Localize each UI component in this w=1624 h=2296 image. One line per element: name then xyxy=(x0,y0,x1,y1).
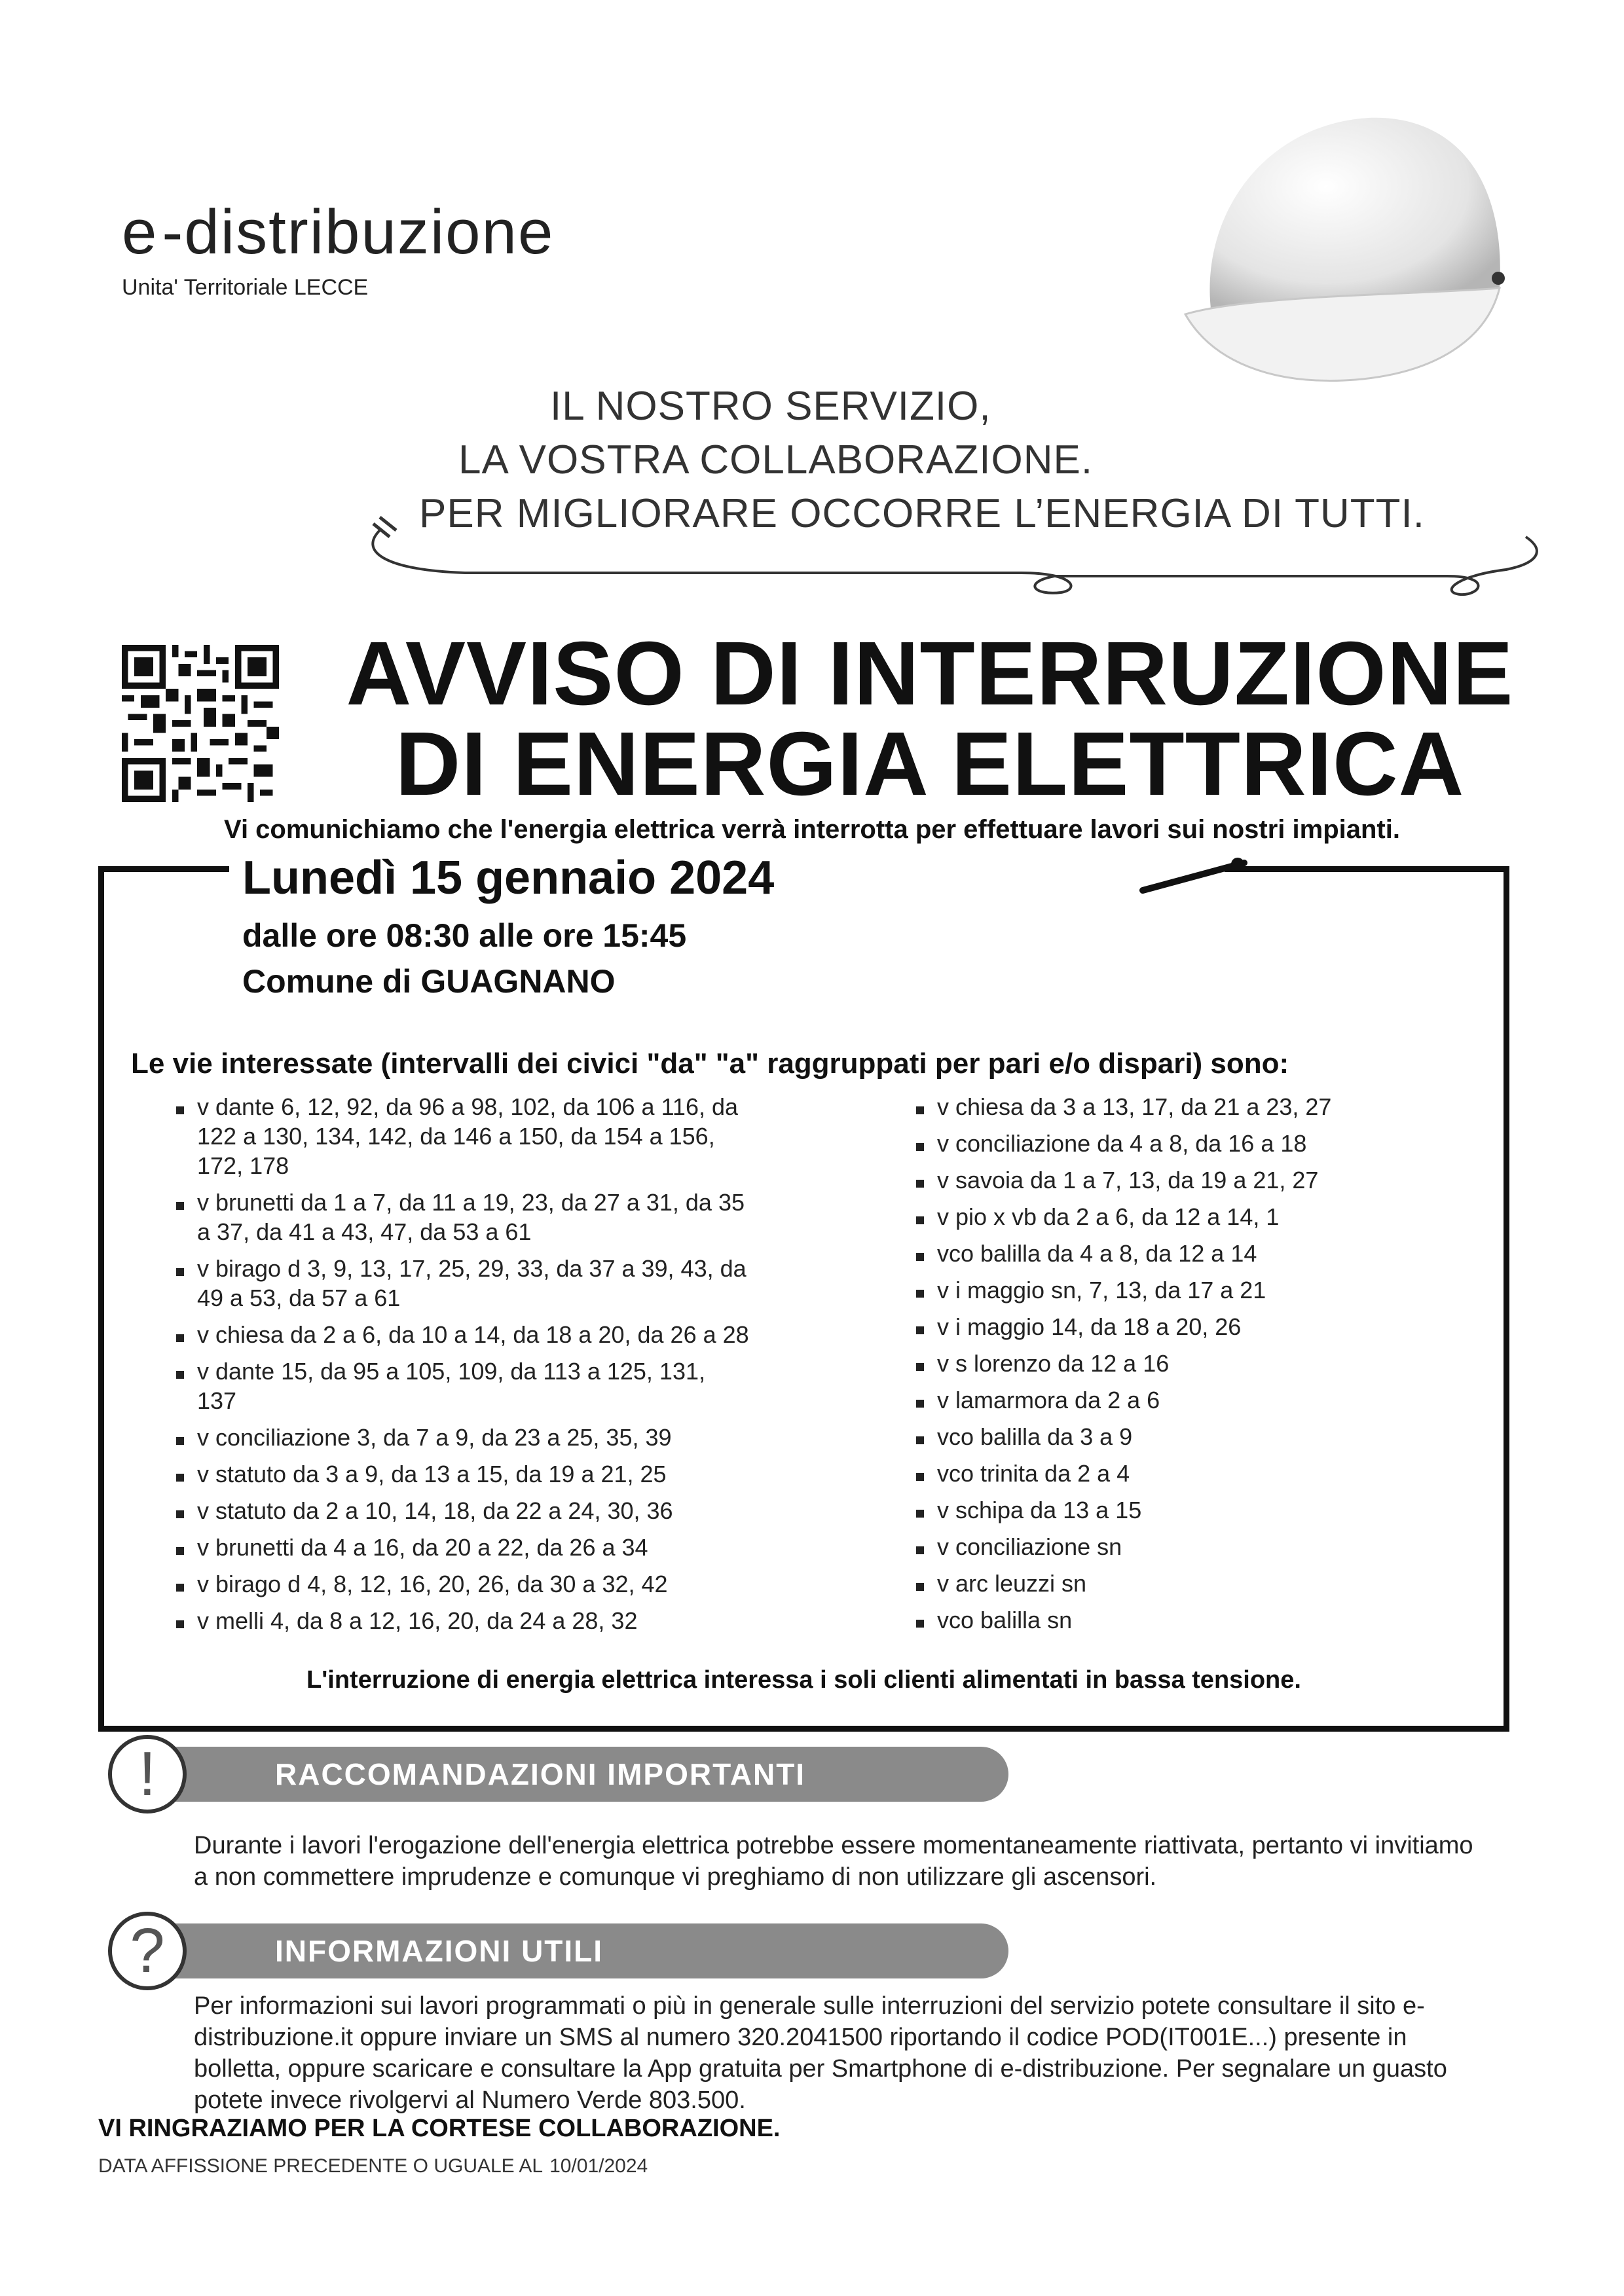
list-item: vco balilla sn xyxy=(913,1605,1490,1635)
low-voltage-note: L'interruzione di energia elettrica interessa i soli clienti alimentati in bassa tensione. xyxy=(306,1666,1301,1694)
list-item: v dante 15, da 95 a 105, 109, da 113 a 125, 131, 137 xyxy=(174,1357,750,1415)
posting-date xyxy=(98,2155,648,2178)
territorial-unit: Unita' Territoriale LECCE xyxy=(122,275,369,300)
list-item: vco balilla da 4 a 8, da 12 a 14 xyxy=(913,1239,1490,1268)
list-item: v s lorenzo da 12 a 16 xyxy=(913,1349,1490,1378)
list-item: v arc leuzzi sn xyxy=(913,1569,1490,1598)
info-banner xyxy=(144,1923,1008,1978)
frame-top-right xyxy=(1225,866,1509,872)
list-item: vco balilla da 3 a 9 xyxy=(913,1422,1490,1451)
list-item: v conciliazione sn xyxy=(913,1532,1490,1561)
notice-intro: Vi comunichiamo che l'energia elettrica verrà interrotta per effettuare lavori sui nostri impianti. xyxy=(224,815,1400,844)
list-item: v melli 4, da 8 a 12, 16, 20, da 24 a 28, 32 xyxy=(174,1606,750,1635)
slogan-line-3: PER MIGLIORARE OCCORRE L’ENERGIA DI TUTTI. xyxy=(419,491,1425,536)
interruption-date: Lunedì 15 gennaio 2024 xyxy=(242,852,775,904)
notice-title-line-1: AVVISO DI INTERRUZIONE xyxy=(346,623,1514,724)
list-item: v i maggio sn, 7, 13, da 17 a 21 xyxy=(913,1275,1490,1305)
recommendations-text: Durante i lavori l'erogazione dell'energia elettrica potrebbe essere momentaneamente riattivata, pertanto vi invitiamo a non commettere imprudenze e comunque vi preghiamo di non utilizzare gli ascensori. xyxy=(194,1832,1473,1891)
exclamation-icon: ! xyxy=(108,1735,187,1813)
list-item: v schipa da 13 a 15 xyxy=(913,1495,1490,1525)
thanks-line: VI RINGRAZIAMO PER LA CORTESE COLLABORAZIONE. xyxy=(98,2115,781,2142)
list-item: vco trinita da 2 a 4 xyxy=(913,1459,1490,1488)
slogan-line-1: IL NOSTRO SERVIZIO, xyxy=(550,384,991,429)
streets-heading: Le vie interessate (intervalli dei civici "da" "a" raggruppati per pari e/o dispari) sono: xyxy=(131,1048,1289,1080)
list-item: v chiesa da 3 a 13, 17, da 21 a 23, 27 xyxy=(913,1092,1490,1121)
notice-title xyxy=(308,623,1552,814)
list-item: v dante 6, 12, 92, da 96 a 98, 102, da 106 a 116, da 122 a 130, 134, 142, da 146 a 150, da 154 a 156, 172, 178 xyxy=(174,1092,750,1180)
recommendations-banner xyxy=(144,1747,1008,1802)
list-item: v statuto da 3 a 9, da 13 a 15, da 19 a 21, 25 xyxy=(174,1459,750,1489)
municipality-name: GUAGNANO xyxy=(420,963,616,1000)
recommendations-heading: RACCOMANDAZIONI IMPORTANTI xyxy=(275,1757,806,1791)
posting-date-label: DATA AFFISSIONE PRECEDENTE O UGUALE AL xyxy=(98,2155,544,2177)
info-text: Per informazioni sui lavori programmati o più in generale sulle interruzioni del servizio potete consultare il sito e-distribuzione.it oppure inviare un SMS al numero 320.2041500 riportando il codice POD(IT001E...) presente in bolletta, oppure scaricare e consultare la App gratuita per Smartphone di e-distribuzione. Per segnalare un guasto potete invece rivolgervi al Numero Verde 803.500. xyxy=(194,1992,1447,2114)
slogan-line-2: LA VOSTRA COLLABORAZIONE. xyxy=(458,437,1094,483)
list-item: v lamarmora da 2 a 6 xyxy=(913,1385,1490,1415)
plug-cord-icon xyxy=(367,511,1545,602)
list-item: v brunetti da 1 a 7, da 11 a 19, 23, da 27 a 31, da 35 a 37, da 41 a 43, 47, da 53 a 61 xyxy=(174,1188,750,1247)
question-icon: ? xyxy=(108,1912,187,1990)
info-heading: INFORMAZIONI UTILI xyxy=(275,1934,604,1968)
list-item: v savoia da 1 a 7, 13, da 19 a 21, 27 xyxy=(913,1165,1490,1195)
municipality-label: Comune di xyxy=(242,963,412,1000)
list-item: v i maggio 14, da 18 a 20, 26 xyxy=(913,1312,1490,1341)
brand-logo-letter: e xyxy=(122,197,158,267)
list-item: v birago d 4, 8, 12, 16, 20, 26, da 30 a 32, 42 xyxy=(174,1569,750,1599)
posting-date-value: 10/01/2024 xyxy=(549,2155,648,2177)
brand-logo xyxy=(122,196,554,268)
interruption-time: dalle ore 08:30 alle ore 15:45 xyxy=(242,917,687,954)
municipality xyxy=(242,962,616,1000)
frame-top-left xyxy=(98,866,229,872)
streets-list-left xyxy=(174,1092,750,1643)
qr-code[interactable] xyxy=(122,645,279,802)
list-item: v brunetti da 4 a 16, da 20 a 22, da 26 a 34 xyxy=(174,1533,750,1562)
list-item: v birago d 3, 9, 13, 17, 25, 29, 33, da 37 a 39, 43, da 49 a 53, da 57 a 61 xyxy=(174,1254,750,1313)
streets-list-right xyxy=(913,1092,1490,1642)
list-item: v chiesa da 2 a 6, da 10 a 14, da 18 a 20, da 26 a 28 xyxy=(174,1320,750,1349)
notice-title-line-2: DI ENERGIA ELETTRICA xyxy=(395,714,1465,814)
list-item: v conciliazione da 4 a 8, da 16 a 18 xyxy=(913,1129,1490,1158)
list-item: v statuto da 2 a 10, 14, 18, da 22 a 24, 30, 36 xyxy=(174,1496,750,1525)
helmet-illustration xyxy=(1172,98,1519,412)
list-item: v pio x vb da 2 a 6, da 12 a 14, 1 xyxy=(913,1202,1490,1231)
brand-name: -distribuzione xyxy=(162,197,555,267)
list-item: v conciliazione 3, da 7 a 9, da 23 a 25, 35, 39 xyxy=(174,1423,750,1452)
pen-icon xyxy=(1139,851,1257,897)
